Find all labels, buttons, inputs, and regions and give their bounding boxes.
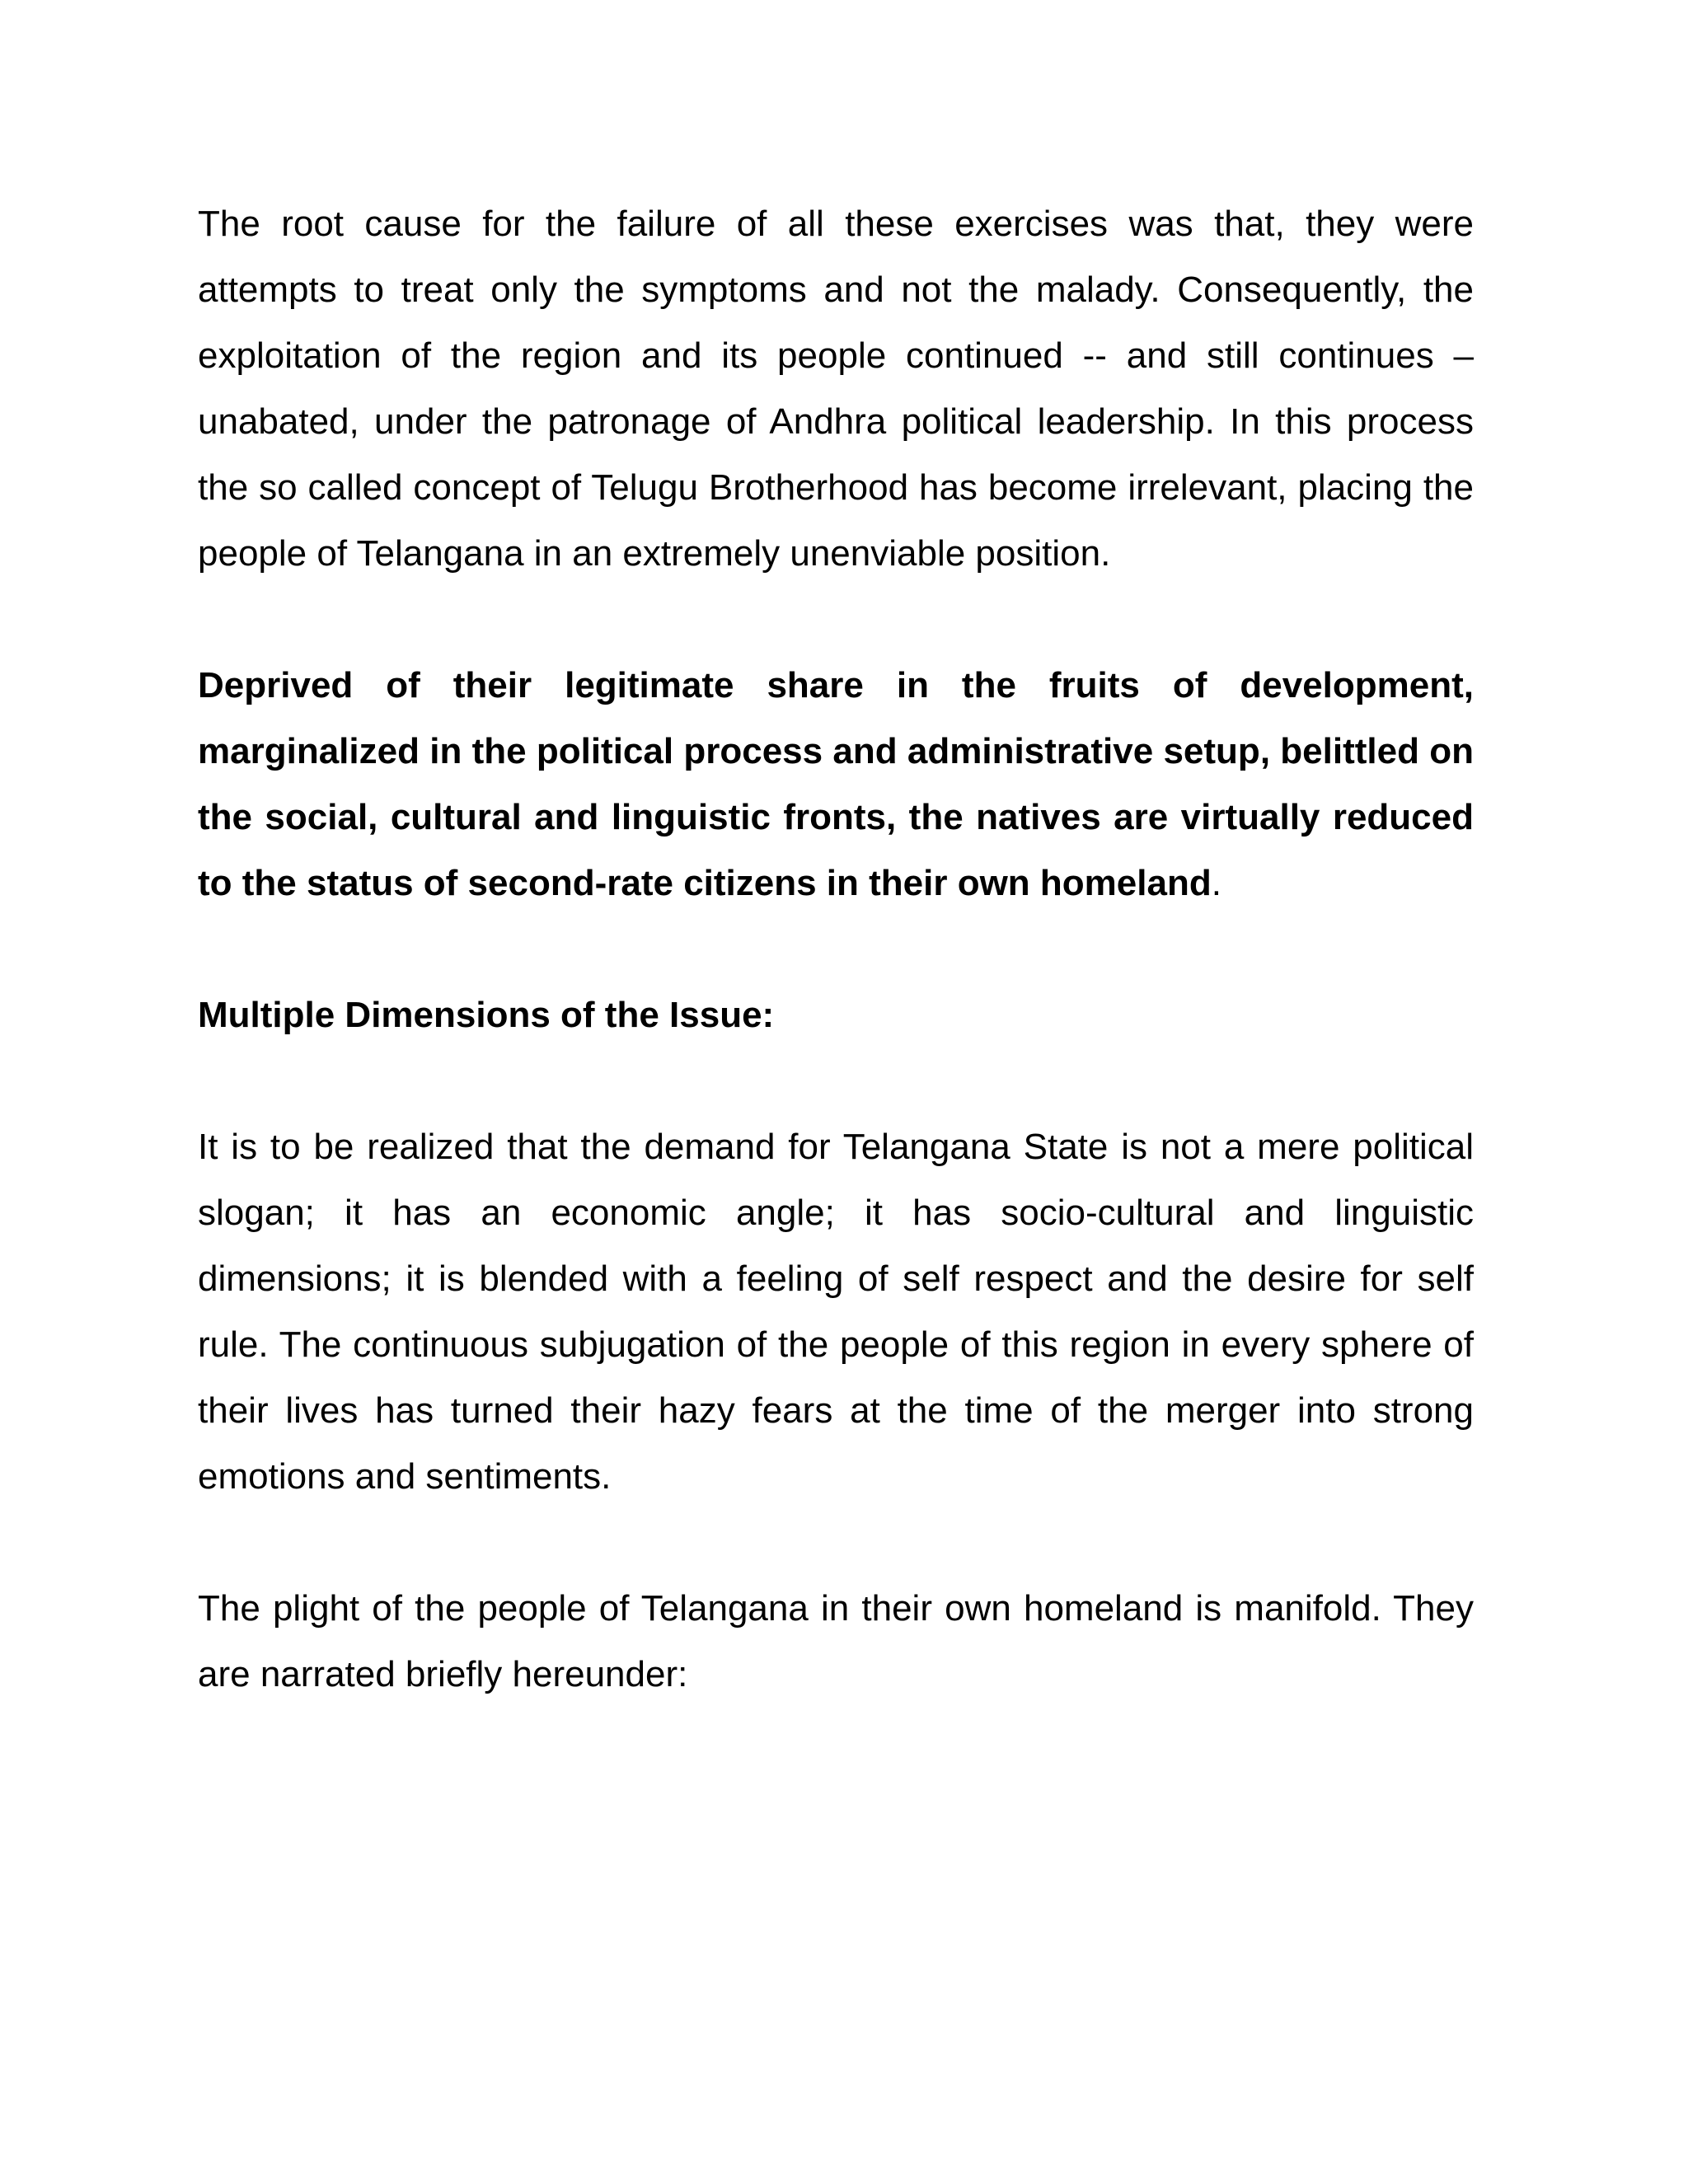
paragraph-deprived (198, 653, 1474, 916)
paragraph-root-cause: The root cause for the failure of all these exercises was that, they were attempts to treat only the symptoms and not the malady. Consequently, the exploitation of the region and its people continued -- and still continues – unabated, under the patronage of Andhra political leadership. In this process the so called concept of Telugu Brotherhood has become irrelevant, placing the people of Telangana in an extremely unenviable position. (198, 204, 1474, 574)
section-heading: Multiple Dimensions of the Issue: (198, 995, 775, 1035)
paragraph-plight: The plight of the people of Telangana in their own homeland is manifold. They are narrated briefly hereunder: (198, 1588, 1474, 1694)
paragraph-demand: It is to be realized that the demand for Telangana State is not a mere political slogan; it has an economic angle; it has socio-cultural and linguistic dimensions; it is blended with a feeling of self respect and the desire for self rule. The continuous subjugation of the people of this region in every sphere of their lives has turned their hazy fears at the time of the merger into strong emotions and sentiments. (198, 1127, 1474, 1497)
document-body (198, 191, 1474, 1708)
paragraph-deprived-period: . (1211, 863, 1221, 903)
paragraph-deprived-bold: Deprived of their legitimate share in the fruits of development, marginalized in the political process and administrative setup, belittled on the social, cultural and linguistic fronts, the natives are virtually reduced to the status of second-rate citizens in their own homeland (198, 665, 1474, 903)
